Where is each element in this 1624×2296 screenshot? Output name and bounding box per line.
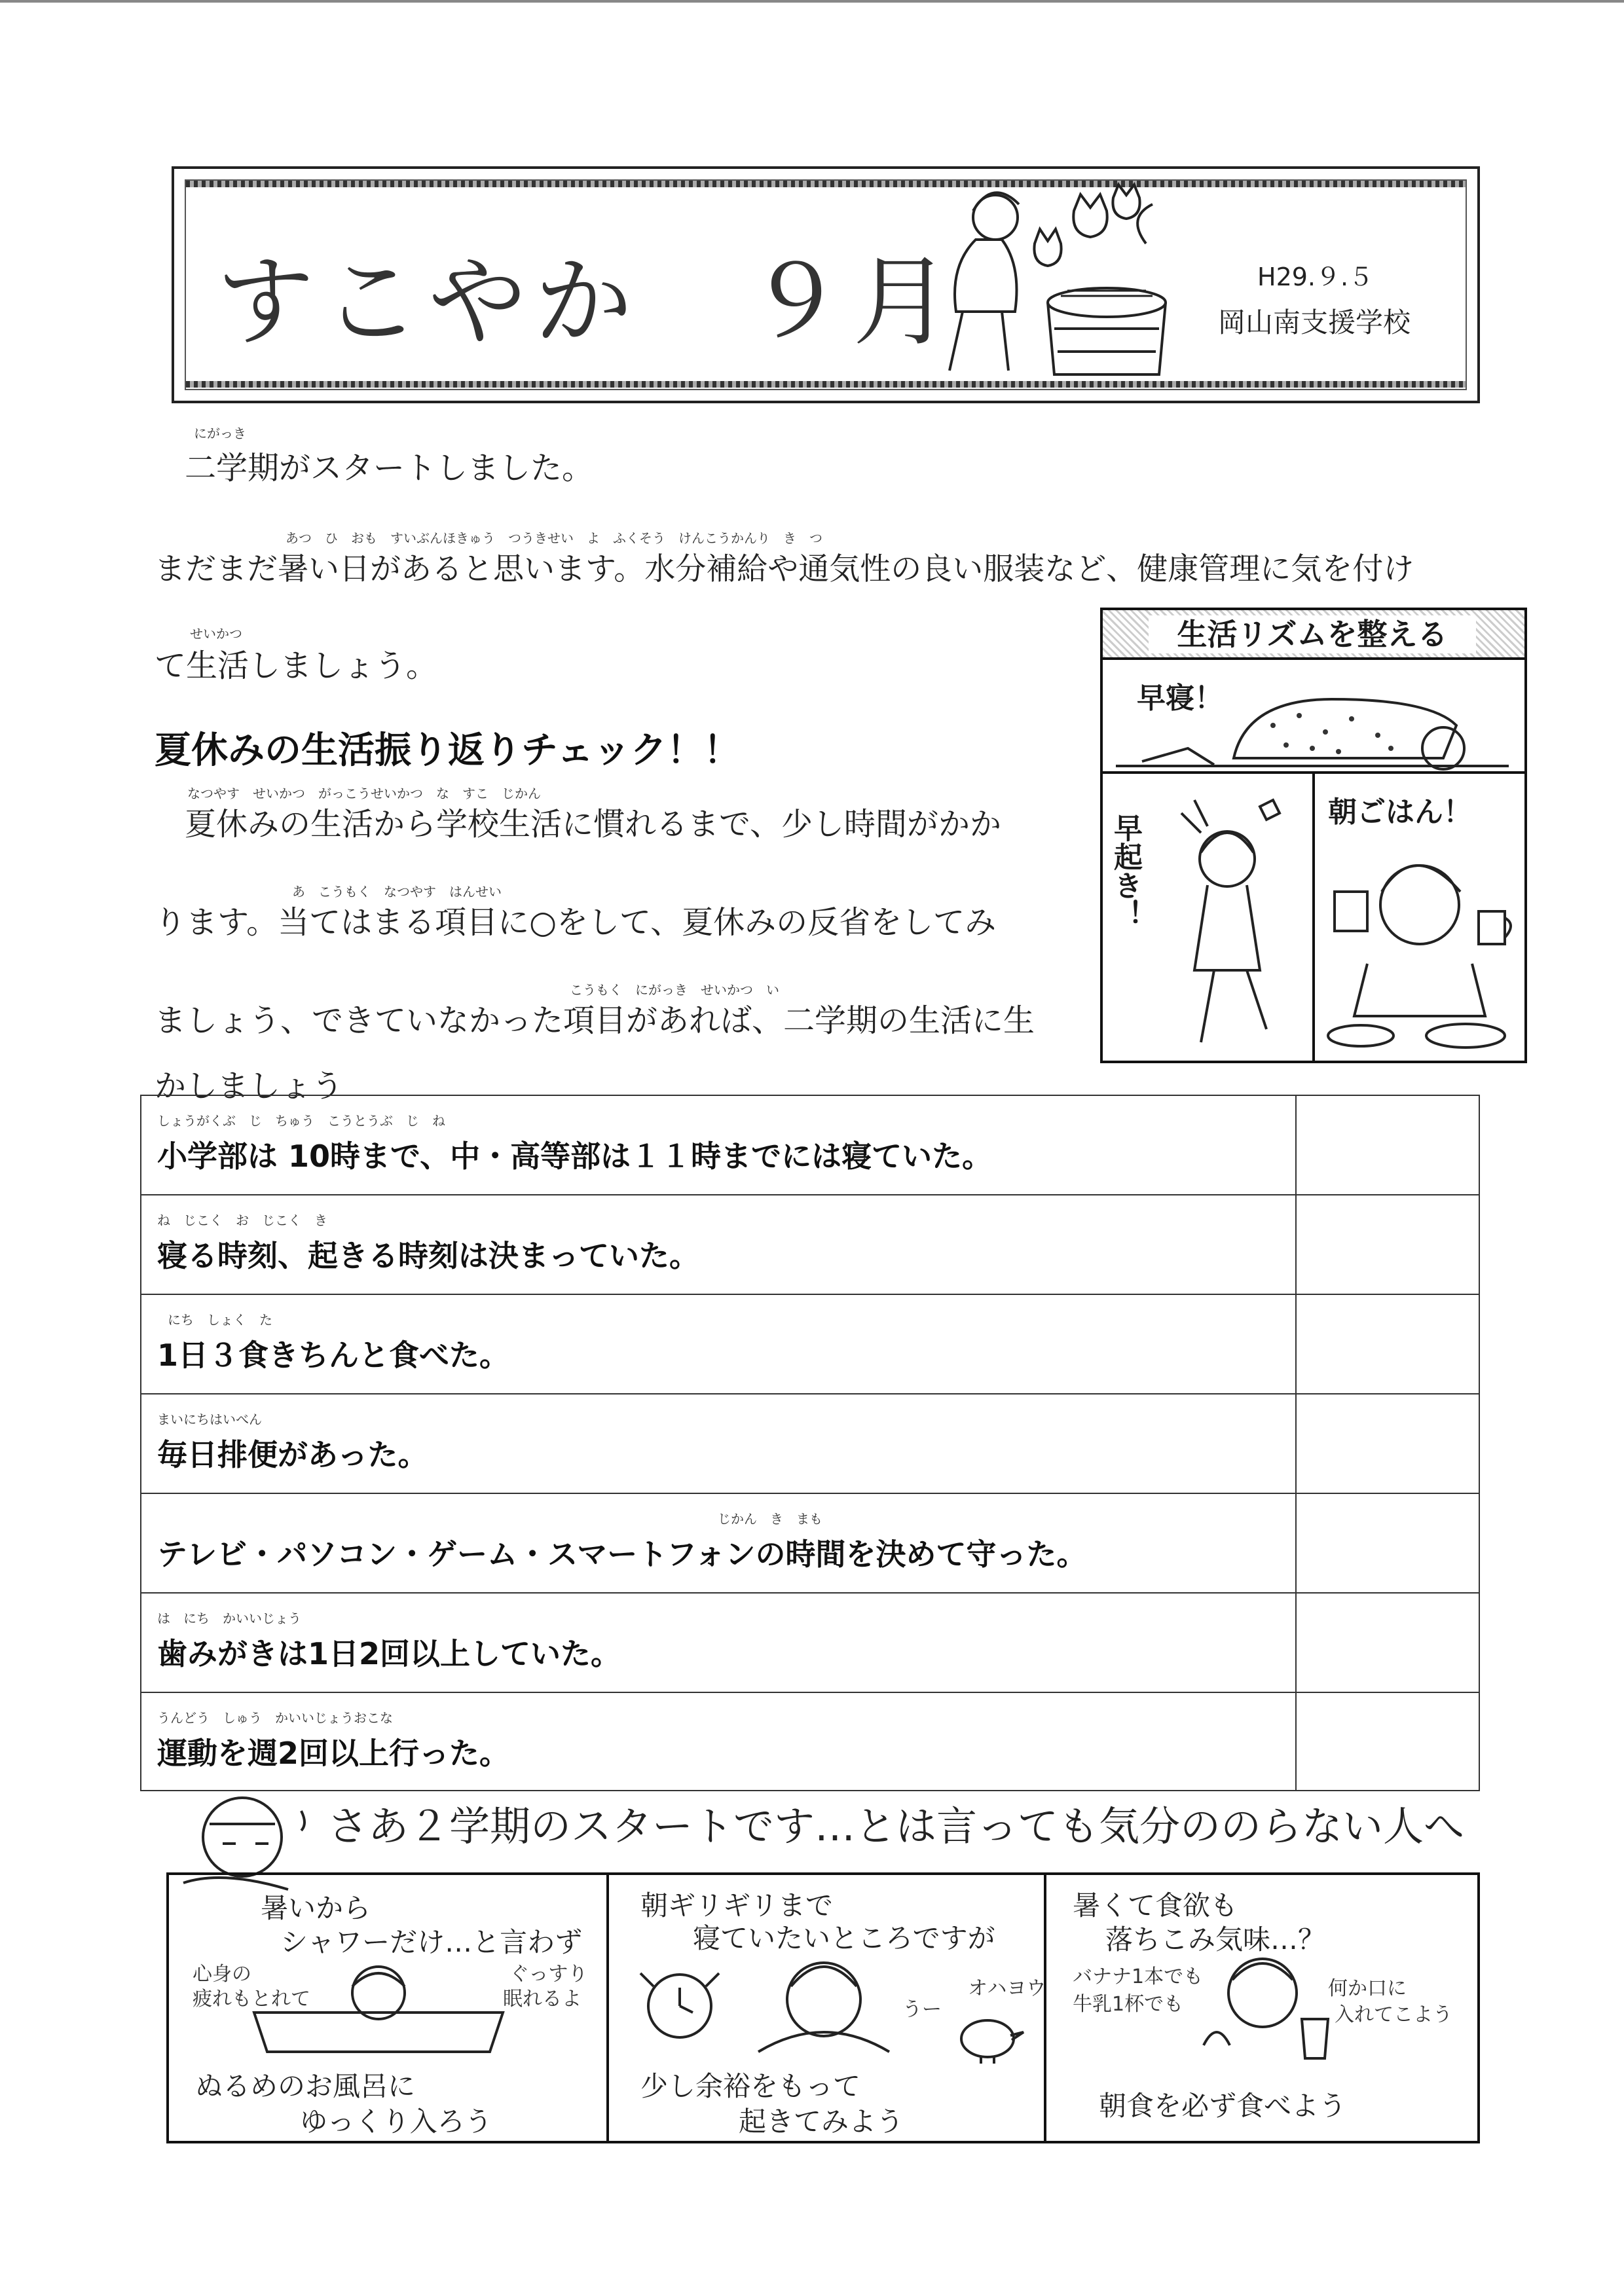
checklist-mark-cell[interactable]: [1297, 1494, 1479, 1592]
checklist-row-ruby: しょうがくぶ じ ちゅう こうとうぶ じ ね: [157, 1113, 445, 1129]
check-section-heading: 夏休みの生活振り返りチェック！！: [155, 729, 741, 772]
check-para4: かしましょう: [155, 1068, 344, 1104]
alarm-clock-icon: [627, 1954, 732, 2052]
panel3-top2: 落ちこみ気味…？: [1105, 1923, 1326, 1956]
panel3-note2b: 入れてこよう: [1335, 2003, 1452, 2026]
checklist-row-ruby: にち しょく た: [168, 1312, 272, 1328]
checklist-mark-cell[interactable]: [1297, 1693, 1479, 1791]
panel1-bottom: ぬるめのお風呂に: [195, 2070, 416, 2102]
checklist-row-ruby: ね じこく お じこく き: [157, 1212, 327, 1228]
rhythm-panel-header: [1103, 610, 1524, 660]
early-rise-cell: [1103, 774, 1315, 1061]
checklist-mark-cell[interactable]: [1297, 1295, 1479, 1393]
school-name: 岡山南支援学校: [1218, 306, 1411, 338]
breakfast-cell: [1315, 774, 1524, 1061]
check-para3-ruby: こうもく にがっき せいかつ い: [570, 982, 779, 998]
check-para3: ましょう、できていなかった項目があれば、二学期の生活に生: [155, 1002, 1035, 1039]
panel3-note2: 何か口に: [1328, 1977, 1407, 2000]
panel1-note2b: 眠れるよ: [503, 1988, 581, 2011]
panel2-bottom: 少し余裕をもって: [640, 2070, 861, 2102]
check-para1-ruby: なつやす せいかつ がっこうせいかつ な すこ じかん: [187, 786, 541, 801]
sleepy-boy-icon: [745, 1947, 902, 2058]
panel1-top2: シャワーだけ…と言わず: [280, 1926, 583, 1958]
checklist-mark-cell[interactable]: [1297, 1096, 1479, 1194]
panel1-note1: 心身の: [193, 1963, 251, 1986]
checklist-row: [140, 1393, 1480, 1493]
page-title: すこやか ９月: [216, 246, 959, 359]
checklist-row-ruby: まいにちはいべん: [157, 1412, 262, 1427]
check-para1: 夏休みの生活から学校生活に慣れるまで、少し時間がかか: [185, 806, 1002, 843]
early-sleep-label: 早寝！: [1137, 682, 1223, 715]
checklist-row: [140, 1592, 1480, 1692]
waking-girl-icon: [1155, 787, 1306, 1055]
checklist-row: [140, 1294, 1480, 1393]
checklist-row-text: 寝る時刻、起きる時刻は決まっていた。: [157, 1238, 699, 1273]
breakfast-label: 朝ごはん！: [1328, 795, 1472, 829]
check-para2: ります。当てはまる項目に○をして、夏休みの反省をしてみ: [155, 904, 997, 941]
comic-divider: [606, 1875, 609, 2141]
bath-icon: [241, 1960, 516, 2058]
checklist-row-text: 運動を週2回以上行った。: [157, 1736, 510, 1771]
checklist-row-text: 歯みがきは1日2回以上していた。: [157, 1636, 621, 1671]
early-sleep-cell: [1103, 660, 1524, 774]
top-edge-line: [0, 0, 1624, 3]
intro-line2: まだまだ暑い日があると思います。水分補給や通気性の良い服装など、健康管理に気を付け: [155, 551, 1414, 587]
checklist-row-ruby: は にち かいいじょう: [157, 1611, 301, 1626]
intro-line1-ruby: にがっき: [194, 426, 246, 441]
early-rise-label: 早起き！: [1109, 813, 1142, 928]
bottom-heading: さあ２学期のスタートです…とは言っても気分ののらない人へ: [327, 1802, 1465, 1850]
panel2-bottom2: 起きてみよう: [739, 2105, 904, 2138]
checklist-row-text: 毎日排便があった。: [157, 1437, 428, 1472]
checklist-row-ruby: うんどう しゅう かいいじょうおこな: [157, 1710, 393, 1726]
sleeping-child-icon: [1116, 686, 1515, 771]
checklist-row-text: テレビ・パソコン・ゲーム・スマートフォンの時間を決めて守った。: [157, 1537, 1087, 1572]
checklist-row: [140, 1095, 1480, 1194]
header-bottom-rule: [186, 381, 1466, 388]
bottom-comic-frame: [166, 1872, 1480, 2143]
check-para2-ruby: あ こうもく なつやす はんせい: [292, 884, 502, 900]
checklist-row-text: 小学部は 10時まで、中・高等部は１１時までには寝ていた。: [157, 1139, 993, 1174]
checklist-row-text: 1日３食きちんと食べた。: [157, 1338, 510, 1373]
checklist-row: [140, 1493, 1480, 1592]
panel3-bottom: 朝食を必ず食べよう: [1099, 2090, 1347, 2122]
breakfast-boy-banana-icon: [1190, 1947, 1335, 2065]
panel2-top: 朝ギリギリまで: [640, 1889, 834, 1922]
checklist-row: [140, 1692, 1480, 1791]
bird-icon: [948, 2006, 1027, 2065]
header-illustration: [904, 172, 1179, 388]
rhythm-panel-title: 生活リズムを整える: [1149, 615, 1476, 653]
panel3-note1: バナナ1本でも: [1073, 1965, 1204, 1988]
intro-line1: 二学期がスタートしました。: [185, 450, 594, 486]
panel1-top: 暑いから: [261, 1892, 371, 1924]
checklist-mark-cell[interactable]: [1297, 1594, 1479, 1692]
breakfast-boy-icon: [1321, 833, 1518, 1055]
header-top-rule: [186, 181, 1466, 187]
intro-line3: て生活しましょう。: [155, 647, 438, 684]
panel2-note2: オハヨウ: [968, 1977, 1046, 2000]
checklist-row: [140, 1194, 1480, 1294]
checklist-row-ruby: じかん き まも: [718, 1511, 822, 1527]
intro-line3-ruby: せいかつ: [190, 626, 242, 642]
checklist-mark-cell[interactable]: [1297, 1195, 1479, 1294]
panel3-note1b: 牛乳1杯でも: [1073, 1993, 1184, 2016]
panel1-note2: ぐっすり: [509, 1963, 588, 1986]
panel2-top2: 寝ていたいところですが: [693, 1922, 995, 1954]
panel1-bottom2: ゆっくり入ろう: [300, 2105, 492, 2138]
rhythm-panel: [1100, 608, 1527, 1063]
panel3-top: 暑くて食欲も: [1073, 1889, 1238, 1922]
intro-line2-ruby: あつ ひ おも すいぶんほきゅう つうきせい よ ふくそう けんこうかんり き つ: [286, 530, 822, 546]
panel2-note1: うー: [902, 1998, 942, 2021]
comic-divider: [1044, 1875, 1046, 2141]
checklist-mark-cell[interactable]: [1297, 1394, 1479, 1493]
issue-date: H29.９.５: [1257, 263, 1374, 291]
panel1-note1b: 疲れもとれて: [193, 1988, 310, 2011]
